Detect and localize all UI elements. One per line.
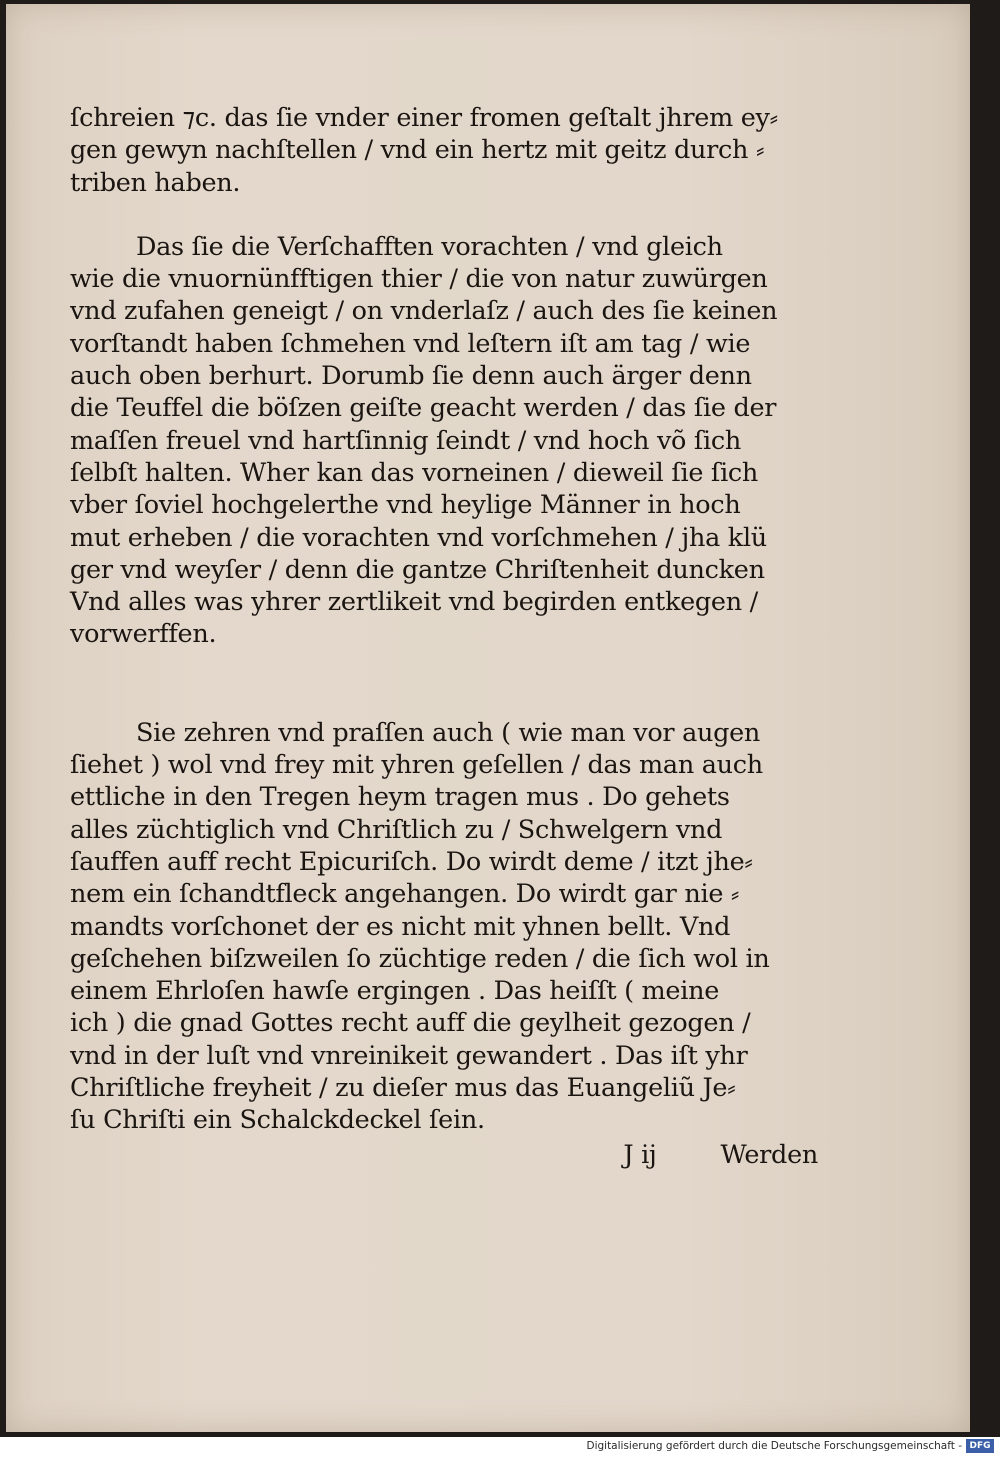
text-line: ſiehet ) wol vnd frey mit yhren geſellen / das man auch <box>70 750 763 781</box>
text-line: nem ein ſchandtfleck angehangen. Do wirdt gar nie ⸗ <box>70 879 740 910</box>
dfg-logo: DFG <box>966 1439 994 1453</box>
text-line: die Teuffel die böſzen geiſte geacht werden / das ſie der <box>70 393 777 424</box>
text-line: vnd zufahen geneigt / on vnderlaſz / auch des ſie keinen <box>70 296 778 327</box>
text-line: Sie zehren vnd praſſen auch ( wie man vor augen <box>136 717 761 748</box>
digitization-footer <box>0 1437 1000 1457</box>
text-line: geſchehen biſzweilen ſo züchtige reden / die ſich wol in <box>70 943 770 974</box>
text-line: ich ) die gnad Gottes recht auff die geylheit gezogen / <box>70 1008 751 1039</box>
text-line: ſu Chriſti ein Schalckdeckel ſein. <box>70 1105 485 1136</box>
text-line: vnd in der luſt vnd vnreinikeit gewandert . Das iſt yhr <box>70 1040 748 1071</box>
text-line: mandts vorſchonet der es nicht mit yhnen bellt. Vnd <box>70 911 731 942</box>
paragraph-3 <box>70 717 830 1137</box>
text-line: alles züchtiglich vnd Chriſtlich zu / Schwelgern vnd <box>70 814 723 845</box>
text-line: Vnd alles was yhrer zertlikeit vnd begirden entkegen / <box>70 587 758 618</box>
text-line: ettliche in den Tregen heym tragen mus . Do gehets <box>70 782 730 813</box>
signature-mark: J ij <box>623 1139 657 1170</box>
text-line: gen gewyn nachſtellen / vnd ein hertz mit geitz durch ⸗ <box>70 135 765 166</box>
text-line: ſelbſt halten. Wher kan das vorneinen / dieweil ſie ſich <box>70 457 759 488</box>
text-line: Das ſie die Verſchafften vorachten / vnd gleich <box>136 231 723 262</box>
paragraph-2 <box>70 231 830 651</box>
text-line: ger vnd weyſer / denn die gantze Chriſtenheit duncken <box>70 554 765 585</box>
book-page <box>6 4 970 1432</box>
text-line: ſauffen auff recht Epicuriſch. Do wirdt deme / itzt jhe⸗ <box>70 846 753 877</box>
text-line: einem Ehrloſen hawſe ergingen . Das heiſſt ( meine <box>70 976 719 1007</box>
text-line: vorwerffen. <box>70 619 217 650</box>
text-line: mut erheben / die vorachten vnd vorſchmehen / jha klü <box>70 522 767 553</box>
text-line: vber ſoviel hochgelerthe vnd heylige Männer in hoch <box>70 490 741 521</box>
page-footer-marks <box>70 1139 830 1171</box>
text-line: Chriſtliche freyheit / zu dieſer mus das Euangeliũ Je⸗ <box>70 1073 736 1104</box>
text-line: maſſen freuel vnd hartſinnig ſeindt / vnd hoch võ ſich <box>70 425 742 456</box>
catchword: Werden <box>720 1139 818 1170</box>
text-line: ſchreien ⁊c. das ſie vnder einer fromen geſtalt jhrem ey⸗ <box>70 103 778 133</box>
text-line: vorſtandt haben ſchmehen vnd leſtern iſt am tag / wie <box>70 328 751 359</box>
text-line: wie die vnuornünfftigen thier / die von natur zuwürgen <box>70 264 768 295</box>
text-line: auch oben berhurt. Dorumb ſie denn auch ärger denn <box>70 361 752 392</box>
paragraph-1 <box>70 102 830 199</box>
text-line: triben haben. <box>70 167 241 198</box>
funding-notice: Digitalisierung gefördert durch die Deutsche Forschungsgemeinschaft - <box>586 1440 962 1452</box>
page-text <box>70 102 830 1171</box>
